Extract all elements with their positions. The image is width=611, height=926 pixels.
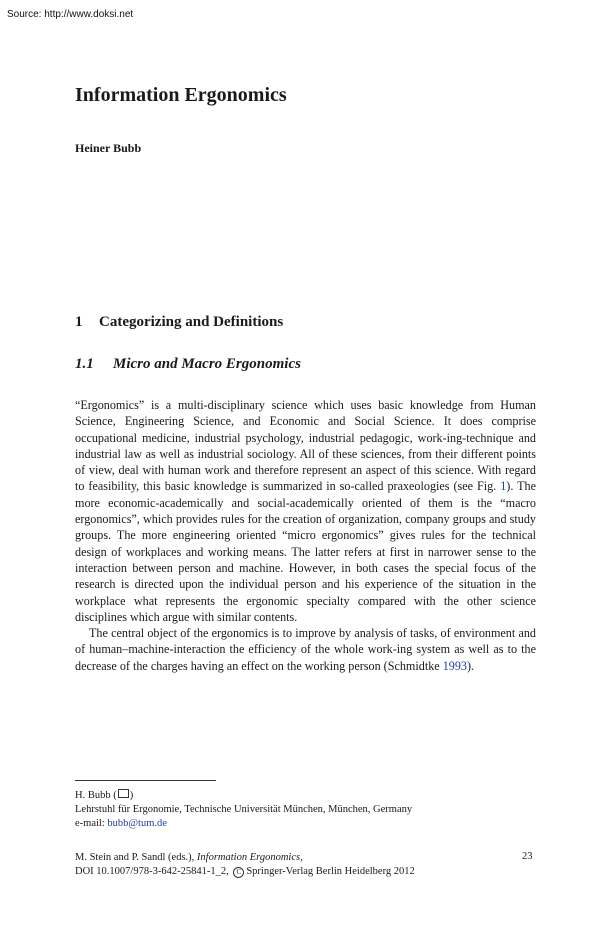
section-heading — [75, 314, 283, 331]
footnote-author-name: H. Bubb ( — [75, 790, 117, 801]
paragraph — [75, 625, 536, 674]
citation-line-1 — [75, 851, 415, 865]
figure-link[interactable]: 1 — [500, 479, 507, 494]
paragraph-text: The central object of the ergonomics is to improve by analysis of tasks, of environment and of human–machine-interaction the efficiency of the whole work-ing system as well as to the decrease of the charges having an effect on the working person (Schmidtke — [75, 626, 536, 673]
paragraph-text: “Ergonomics” is a multi-disciplinary science which uses basic knowledge from Human Science, Engineering Science, and Economic and Social Science. It does comprise occupational medicine, industrial psychology, industrial pedagogic, work-ing-technique and industrial law as well as industrial sociology. All of these sciences, from their different points of view, deal with human work and therefore represent an aspect of this science. With regard to feasibility, this basic knowledge is summarized in so-called praxeologies (see Fig. — [75, 398, 536, 494]
author-name: Heiner Bubb — [75, 141, 142, 155]
citation-publisher: Springer-Verlag Berlin Heidelberg 2012 — [246, 866, 415, 877]
source-label: Source: http://www.doksi.net — [7, 9, 134, 20]
email-label: e-mail: — [75, 818, 108, 829]
body-text — [75, 397, 536, 674]
citation-book-title: Information Ergonomics — [196, 852, 301, 863]
subsection-title: Micro and Macro Ergonomics — [113, 356, 301, 372]
footnote-email-line — [75, 817, 412, 831]
footnote-affiliation: Lehrstuhl für Ergonomie, Technische Universität München, München, Germany — [75, 804, 413, 815]
citation-block — [75, 851, 415, 879]
citation-link[interactable]: 1993 — [442, 658, 467, 673]
footnote-author — [75, 789, 412, 803]
email-link[interactable]: bubb@tum.de — [107, 818, 167, 829]
paragraph-text: ). The more economic-academically and social-academically oriented of them is the “macro ergonomics”, which provides rules for the creation of organization, company groups and study groups. The more engineering oriented “micro ergonomics” gives rules for the technical design of workplaces and working means. The latter refers at first in narrower sense to the interaction between person and machine. However, in both cases the special focus of the research is directed upon the individual person and his experience of the situation in the workplace what represents the ergonomic specialty compared with the other science disciplines which argue with similar contents. — [75, 479, 536, 624]
citation-line-2 — [75, 865, 415, 879]
copyright-icon: C — [233, 867, 244, 878]
section-number: 1 — [75, 314, 83, 330]
paragraph-text: ). — [466, 658, 475, 673]
citation-editors: M. Stein and P. Sandl (eds.), — [75, 852, 197, 863]
subsection-number: 1.1 — [75, 356, 94, 372]
footnote-divider — [75, 780, 216, 781]
citation-comma: , — [300, 852, 303, 863]
paragraph — [75, 397, 536, 625]
citation-doi: DOI 10.1007/978-3-642-25841-1_2, — [75, 866, 232, 877]
envelope-icon — [118, 789, 129, 798]
chapter-title: Information Ergonomics — [75, 84, 287, 106]
subsection-heading — [75, 356, 301, 373]
footnote — [75, 789, 412, 831]
footnote-author-end: ) — [129, 790, 134, 801]
section-title: Categorizing and Definitions — [99, 314, 284, 330]
page-number: 23 — [522, 851, 533, 862]
